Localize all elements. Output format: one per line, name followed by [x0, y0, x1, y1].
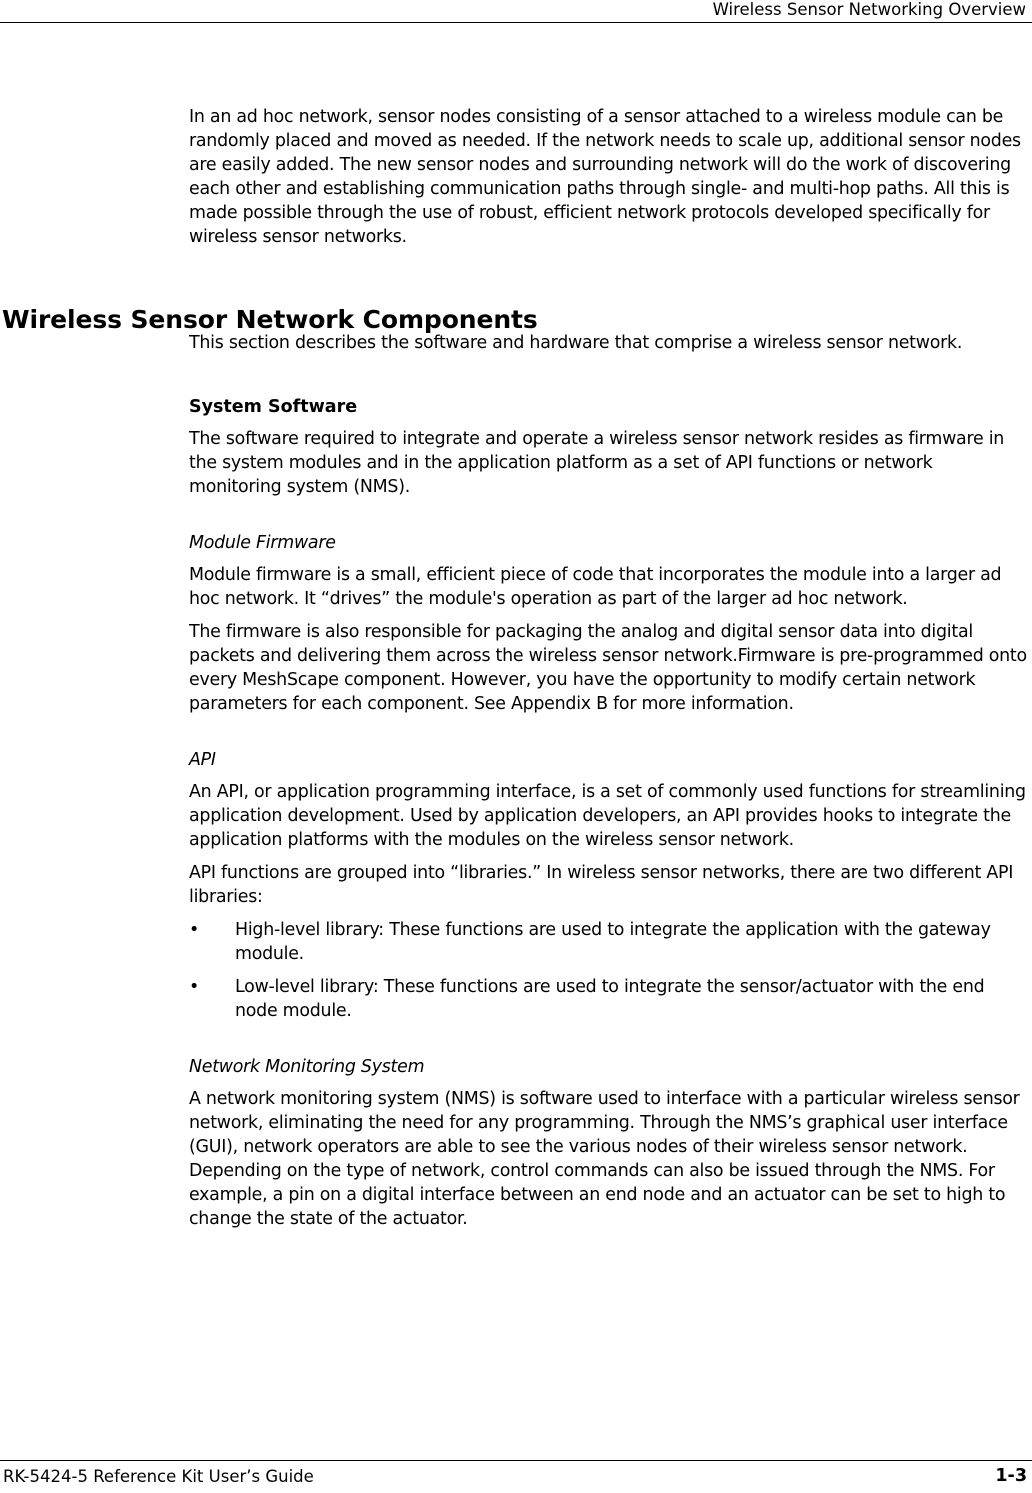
bullet-text: High-level library: These functions are used to integrate the application with the gateway module. [235, 920, 991, 964]
header-rule [0, 22, 1032, 23]
bullet-mark: • [189, 977, 200, 997]
page-number: 1-3 [995, 1466, 1027, 1486]
footer-rule [0, 1460, 1032, 1461]
bullet-mark: • [189, 920, 200, 940]
bullet-text: Low-level library: These functions are used to integrate the sensor/actuator with the end node module. [235, 977, 985, 1021]
api-paragraph-2: API functions are grouped into “libraries.” In wireless sensor networks, there are two different API libraries: [189, 863, 1014, 907]
module-firmware-paragraph-1: Module firmware is a small, efficient piece of code that incorporates the module into a larger ad hoc network. It “drives” the module's operation as part of the larger ad hoc network. [189, 565, 1002, 609]
running-header: Wireless Sensor Networking Overview [712, 0, 1026, 19]
system-software-heading: System Software [189, 397, 358, 417]
intro-paragraph: In an ad hoc network, sensor nodes consisting of a sensor attached to a wireless module can be randomly placed and moved as needed. If the network needs to scale up, additional sensor nodes are easily added. The new sensor nodes and surrounding network will do the work of discovering each other and establishing communication paths through single- and multi-hop paths. All this is made possible through the use of robust, efficient network protocols developed specifically for wireless sensor networks. [189, 107, 1021, 247]
section-heading: Wireless Sensor Network Components [2, 305, 538, 334]
nms-heading: Network Monitoring System [189, 1057, 425, 1077]
system-software-paragraph: The software required to integrate and operate a wireless sensor network resides as firmware in the system modules and in the application platform as a set of API functions or network monitoring system (NMS). [189, 429, 1005, 497]
api-paragraph-1: An API, or application programming interface, is a set of commonly used functions for streamlining application development. Used by application developers, an API provides hooks to integrate the application platforms with the modules on the wireless sensor network. [189, 782, 1026, 850]
bullet-item [189, 975, 1029, 1023]
module-firmware-paragraph-2: The firmware is also responsible for packaging the analog and digital sensor data into digital packets and delivering them across the wireless sensor network.Firmware is pre-programmed onto every MeshScape component. However, you have the opportunity to modify certain network parameters for each component. See Appendix B for more information. [189, 622, 1027, 714]
section-description: This section describes the software and hardware that comprise a wireless sensor network. [189, 333, 963, 353]
body-content [189, 105, 1029, 1231]
module-firmware-heading: Module Firmware [189, 533, 336, 553]
nms-paragraph: A network monitoring system (NMS) is software used to interface with a particular wireless sensor network, eliminating the need for any programming. Through the NMS’s graphical user interface (GUI), network operators are able to see the various nodes of their wireless sensor network. Depending on the type of network, control commands can also be issued through the NMS. For example, a pin on a digital interface between an end node and an actuator can be set to high to change the state of the actuator. [189, 1089, 1020, 1229]
api-heading: API [189, 750, 216, 770]
footer-document-title: RK-5424-5 Reference Kit User’s Guide [3, 1467, 314, 1486]
bullet-item [189, 918, 1029, 966]
